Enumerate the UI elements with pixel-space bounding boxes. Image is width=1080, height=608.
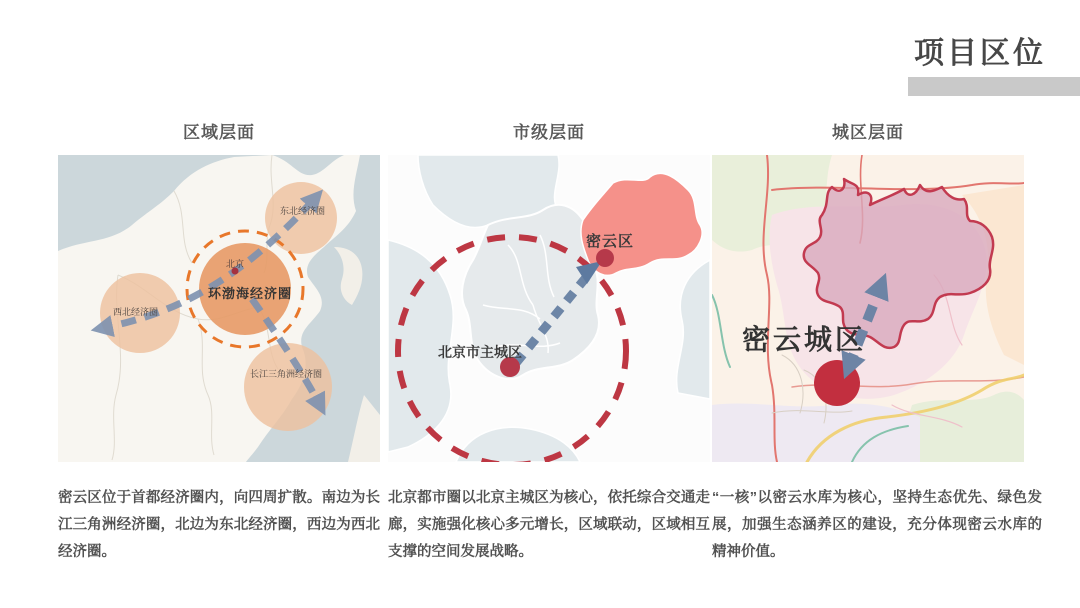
panel-district — [712, 118, 1042, 565]
regional-map-graphic — [58, 155, 380, 462]
label-miyun-district: 密云区 — [586, 233, 635, 250]
label-bohai-rim: 环渤海经济圈 — [208, 286, 293, 301]
district-caption: “一核”以密云水库为核心，坚持生态优先、绿色发展，加强生态涵养区的建设，充分体现密云水库的精神价值。 — [712, 490, 1042, 560]
regional-map — [58, 155, 380, 462]
regional-caption: 密云区位于首都经济圈内，向四周扩散。南边为长江三角洲经济圈，北边为东北经济圈，西边为西北经济圈。 — [58, 490, 380, 560]
district-map-graphic — [712, 155, 1024, 462]
label-yangtze-delta: 长江三角洲经济圈 — [250, 369, 323, 379]
miyun-dot — [596, 249, 614, 267]
title-accent-bar — [908, 77, 1080, 96]
panel-district-header: 城区层面 — [832, 123, 904, 142]
yangtze-circle — [244, 343, 332, 431]
panel-regional — [58, 118, 380, 565]
city-map — [388, 155, 710, 462]
page-title: 项目区位 — [914, 37, 1046, 70]
label-beijing-main-city: 北京市主城区 — [438, 344, 522, 360]
panel-regional-header: 区域层面 — [183, 123, 255, 142]
label-beijing: 北京 — [226, 259, 245, 269]
panel-city-header: 市级层面 — [513, 123, 585, 142]
northeast-circle — [265, 182, 337, 254]
label-miyun-urban: 密云城区 — [742, 324, 867, 355]
panel-city — [388, 118, 710, 565]
district-map — [712, 155, 1024, 462]
label-northwest: 西北经济圈 — [113, 307, 159, 317]
label-northeast: 东北经济圈 — [280, 206, 326, 216]
city-caption: 北京都市圈以北京主城区为核心，依托综合交通走廊，实施强化核心多元增长，区域联动，区域相互支撑的空间发展战略。 — [388, 490, 710, 560]
city-map-graphic — [388, 155, 710, 462]
